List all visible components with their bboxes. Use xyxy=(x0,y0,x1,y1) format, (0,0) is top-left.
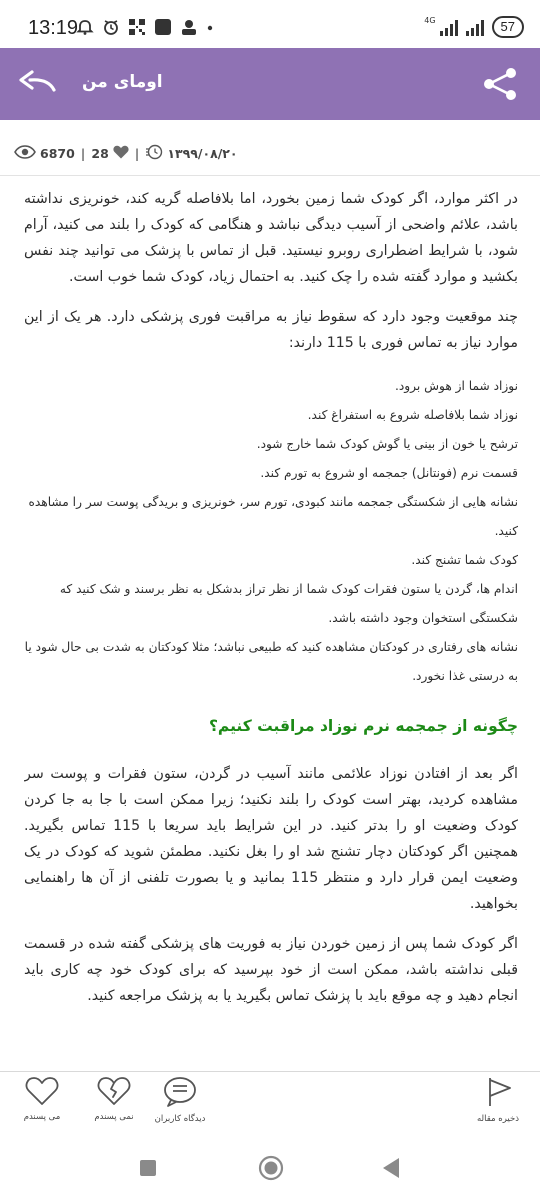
dislike-label: نمی پسندم xyxy=(94,1112,134,1122)
separator: | xyxy=(80,145,86,161)
comments-button[interactable] xyxy=(148,1076,212,1124)
publish-date: ۱۳۹۹/۰۸/۲۰ xyxy=(167,145,238,161)
article-meta xyxy=(14,140,238,166)
article-body xyxy=(24,180,518,1070)
divider xyxy=(0,175,540,176)
like-button[interactable] xyxy=(10,1076,74,1122)
app-title: اومای من xyxy=(82,72,163,92)
separator-2: | xyxy=(134,145,140,161)
list-item: نشانه های رفتاری در کودکتان مشاهده کنید که طبیعی نباشد؛ مثلا کودکتان به شدت بی حال شود یا به درستی غذا نخورد. xyxy=(24,640,518,683)
article-paragraph: اگر کودک شما پس از زمین خوردن نیاز به فوریت های پزشکی گفته شده در قسمت قبلی نداشته باشد، ممکن است از خود بپرسید که برای کودک خود چه کاری باید انجام دهید و چه موقع باید با پزشک تماس بگیرید یا به پزشک مراجعه کنید. xyxy=(24,936,518,1004)
system-nav-bar xyxy=(0,1142,540,1200)
broken-heart-icon xyxy=(82,1076,146,1106)
list-item: ترشح یا خون از بینی یا گوش کودک شما خارج شود. xyxy=(256,437,518,451)
history-icon xyxy=(145,144,163,163)
flag-icon xyxy=(466,1076,530,1108)
back-arrow-icon[interactable] xyxy=(16,68,60,102)
home-circle-icon[interactable] xyxy=(257,1154,285,1186)
comments-label: دیدگاه کاربران xyxy=(154,1114,206,1124)
dot-icon xyxy=(206,18,214,40)
list-item: نشانه هایی از شکستگی جمجمه مانند کبودی، تورم سر، خونریزی و بریدگی پوست سر را مشاهده کنید. xyxy=(28,495,518,538)
eye-icon xyxy=(14,145,36,162)
back-triangle-icon[interactable] xyxy=(380,1156,402,1184)
status-notification-icons xyxy=(76,18,214,40)
status-time: 13:19 xyxy=(28,17,79,39)
list-item: نوزاد شما از هوش برود. xyxy=(394,379,518,393)
article-paragraph: در اکثر موارد، اگر کودک شما زمین بخورد، اما بلافاصله گریه کند، خونریزی نداشته باشد، علائم واضحی از آسیب دیدگی نباشد و هنگامی که کودک را بلند می کنید، آرام شود، با شرایط اضطراری روبرو نیستید. قبل از تماس با پزشک می توانید چند نفس بکشید و موارد گفته شده را چک کنید. به احتمال زیاد، کودک شما خوب است. xyxy=(24,191,518,285)
chat-bubble-icon xyxy=(148,1076,212,1108)
section-heading: چگونه از جمجمه نرم نوزاد مراقبت کنیم؟ xyxy=(208,717,518,735)
save-article-button[interactable] xyxy=(466,1076,530,1124)
like-label: می پسندم xyxy=(23,1112,61,1122)
network-type: 4G xyxy=(424,16,436,25)
recent-apps-square-icon[interactable] xyxy=(138,1158,158,1182)
app-bar xyxy=(0,48,540,120)
dislike-button[interactable] xyxy=(82,1076,146,1122)
heart-icon xyxy=(113,145,129,162)
signal-icon-2 xyxy=(466,18,484,36)
list-item: کودک شما تشنج کند. xyxy=(411,553,518,567)
heart-outline-icon xyxy=(10,1076,74,1106)
save-label: ذخیره مقاله xyxy=(476,1114,520,1124)
article-paragraph: چند موقعیت وجود دارد که سقوط نیاز به مراقبت فوری پزشکی دارد. هر یک از این موارد نیاز به تماس فوری با 115 دارند: xyxy=(24,309,518,351)
status-system-icons xyxy=(424,16,524,38)
qr-icon xyxy=(128,18,146,40)
alarm-icon xyxy=(76,18,94,40)
article-paragraph: اگر بعد از افتادن نوزاد علائمی مانند آسیب در گردن، ستون فقرات و پوست سر مشاهده کردید، بهتر است کودک را بلند نکنید؛ زیرا ممکن است با جا به جا کردن کودک وضعیت او را بدتر کنید. در این شرایط باید سریعا با 115 تماس بگیرید. همچنین اگر کودکتان دچار تشنج شد او را بغل نکنید. مطمئن شوید که کودک در یک وضعیت ایمن قرار دارد و منتظر 115 بمانید و یا بصورت تلفنی از آن ها راهنمایی بخواهید. xyxy=(24,766,518,912)
list-item: اندام ها، گردن یا ستون فقرات کودک شما از نظر تراز بدشکل به نظر برسند و شک کنید که شکستگی استخوان وجود داشته باشد. xyxy=(59,582,518,625)
sync-icon xyxy=(102,18,120,40)
battery-icon: 57 xyxy=(492,16,524,38)
signal-icon xyxy=(440,18,458,36)
article-action-bar xyxy=(0,1072,540,1142)
square-icon xyxy=(154,18,172,40)
share-icon[interactable] xyxy=(480,64,520,104)
emergency-list xyxy=(24,372,518,691)
app-icon xyxy=(180,18,198,40)
list-item: قسمت نرم (فونتانل) جمجمه او شروع به تورم کند. xyxy=(260,466,518,480)
view-count: 6870 xyxy=(40,145,75,161)
list-item: نوزاد شما بلافاصله شروع به استفراغ کند. xyxy=(307,408,518,422)
like-count: 28 xyxy=(91,145,109,161)
